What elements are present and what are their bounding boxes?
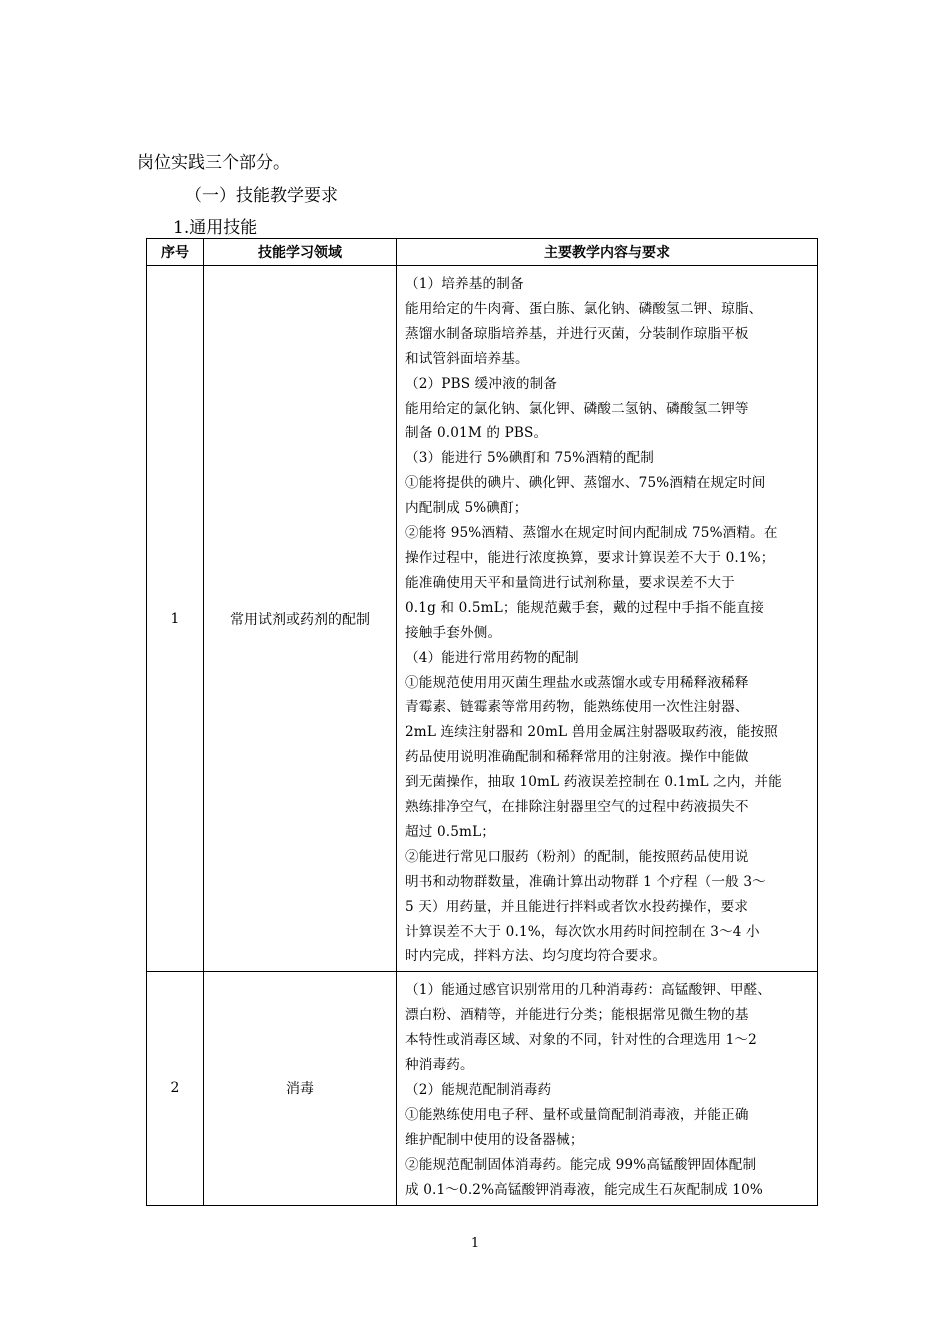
content-line: 药品使用说明准确配制和稀释常用的注射液。操作中能做 bbox=[405, 749, 749, 766]
content-line: （2）PBS 缓冲液的制备 bbox=[405, 375, 558, 392]
section-heading: （一）技能教学要求 bbox=[185, 186, 338, 206]
content-line: 时内完成，拌料方法、均匀度均符合要求。 bbox=[405, 948, 667, 965]
content-line: 能准确使用天平和量筒进行试剂称量，要求误差不大于 bbox=[405, 574, 735, 591]
content-line: 操作过程中，能进行浓度换算，要求计算误差不大于 0.1%； bbox=[405, 549, 775, 566]
row-number: 2 bbox=[147, 972, 204, 1205]
content-line: ①能规范使用用灭菌生理盐水或蒸馏水或专用稀释液稀释 bbox=[405, 674, 749, 691]
content-line: 青霉素、链霉素等常用药物，能熟练使用一次性注射器、 bbox=[405, 699, 749, 716]
content-line: 漂白粉、酒精等，并能进行分类；能根据常见微生物的基 bbox=[405, 1007, 749, 1024]
content-line: ①能熟练使用电子秤、量杯或量筒配制消毒液，并能正确 bbox=[405, 1106, 749, 1123]
content-line: ②能规范配制固体消毒药。能完成 99%高锰酸钾固体配制 bbox=[405, 1156, 757, 1173]
content-line: ②能进行常见口服药（粉剂）的配制，能按照药品使用说 bbox=[405, 848, 749, 865]
content-line: （4）能进行常用药物的配制 bbox=[405, 649, 579, 666]
content-line: 熟练排净空气，在排除注射器里空气的过程中药液损失不 bbox=[405, 799, 749, 816]
header-number: 序号 bbox=[147, 239, 204, 266]
table-row bbox=[147, 266, 818, 972]
content-line: （1）能通过感官识别常用的几种消毒药：高锰酸钾、甲醛、 bbox=[405, 982, 772, 999]
content-line: 计算误差不大于 0.1%，每次饮水用药时间控制在 3～4 小 bbox=[405, 923, 760, 940]
content-line: 能用给定的牛肉膏、蛋白胨、氯化钠、磷酸氢二钾、琼脂、 bbox=[405, 300, 763, 317]
content-line: 本特性或消毒区域、对象的不同，针对性的合理选用 1～2 bbox=[405, 1032, 757, 1049]
content-line: 到无菌操作，抽取 10mL 药液误差控制在 0.1mL 之内，并能 bbox=[405, 774, 782, 791]
content-line: 0.1g 和 0.5mL；能规范戴手套，戴的过程中手指不能直接 bbox=[405, 599, 765, 616]
content-line: 能用给定的氯化钠、氯化钾、磷酸二氢钠、磷酸氢二钾等 bbox=[405, 400, 749, 417]
content-line: 和试管斜面培养基。 bbox=[405, 350, 529, 367]
content-line: （2）能规范配制消毒药 bbox=[405, 1082, 552, 1098]
content-line: 明书和动物群数量，准确计算出动物群 1 个疗程（一般 3～ bbox=[405, 873, 766, 890]
header-content: 主要教学内容与要求 bbox=[397, 239, 818, 266]
content-line: （3）能进行 5%碘酊和 75%酒精的配制 bbox=[405, 450, 654, 467]
content-line: 蒸馏水制备琼脂培养基，并进行灭菌，分装制作琼脂平板 bbox=[405, 325, 749, 342]
row-skill-area: 消毒 bbox=[204, 972, 397, 1205]
content-line: （1）培养基的制备 bbox=[405, 276, 524, 292]
table-header-row bbox=[147, 239, 818, 266]
skills-table bbox=[146, 238, 818, 1206]
content-line: 种消毒药。 bbox=[405, 1057, 474, 1074]
content-line: 成 0.1～0.2%高锰酸钾消毒液，能完成生石灰配制成 10% bbox=[405, 1181, 763, 1198]
row-number: 1 bbox=[147, 266, 204, 972]
content-line: 2mL 连续注射器和 20mL 兽用金属注射器吸取药液，能按照 bbox=[405, 724, 778, 741]
row-content bbox=[397, 972, 818, 1205]
content-line: 内配制成 5%碘酊； bbox=[405, 500, 528, 517]
table-row bbox=[147, 972, 818, 1205]
row-skill-area: 常用试剂或药剂的配制 bbox=[204, 266, 397, 972]
intro-text: 岗位实践三个部分。 bbox=[137, 153, 290, 173]
content-line: 5 天）用药量，并且能进行拌料或者饮水投药操作，要求 bbox=[405, 898, 749, 915]
content-line: 制备 0.01M 的 PBS。 bbox=[405, 425, 548, 442]
content-line: 接触手套外侧。 bbox=[405, 624, 502, 641]
content-line: ①能将提供的碘片、碘化钾、蒸馏水、75%酒精在规定时间 bbox=[405, 475, 766, 492]
row-content bbox=[397, 266, 818, 972]
subsection-heading: 1.通用技能 bbox=[173, 218, 258, 238]
header-skill-area: 技能学习领域 bbox=[204, 239, 397, 266]
content-line: ②能将 95%酒精、蒸馏水在规定时间内配制成 75%酒精。在 bbox=[405, 525, 778, 542]
content-line: 超过 0.5mL； bbox=[405, 823, 495, 840]
content-line: 维护配制中使用的设备器械； bbox=[405, 1131, 584, 1148]
page-number: 1 bbox=[470, 1236, 480, 1251]
